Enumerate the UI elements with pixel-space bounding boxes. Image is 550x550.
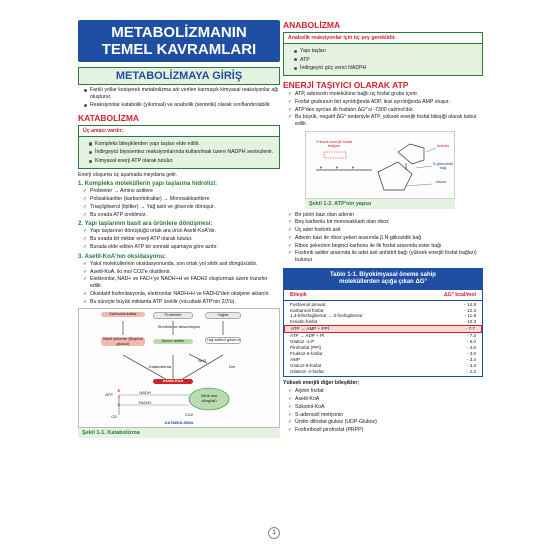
stage-2-heading: 2. Yapı taşlarının basit ara ürünlere dönüşmesi: (78, 221, 213, 228)
katabolizma-figure (78, 308, 280, 428)
compound-name: Fosfoenol piruvat (290, 301, 326, 307)
digestion-label: Sindirim ve absorbsiyon (157, 324, 201, 330)
atp-fact: ✓ Bu büyük, negatif ΔG° nedeniyle ATP, yüksek enerjili fosfat bileşiği olarak kabul edilir. (283, 114, 483, 127)
phosphate-symbol: P (351, 164, 355, 170)
atp-label: ATP (105, 392, 113, 398)
compound-name: ATP → AMP + PPİ (291, 326, 329, 332)
left-column (78, 20, 280, 438)
table-row (284, 369, 482, 375)
atp-structure-figure (305, 131, 455, 199)
atp-part: ✓ Bir pürin bazı olan adenin (283, 212, 483, 219)
proteins-box: Proteinler (153, 312, 193, 319)
fatty-acids-box: Yağ asitleri gliserol (206, 337, 240, 343)
nadh-label: NADH (139, 390, 151, 396)
stage-3-item: ✓ Elektronlar, NAD+ ve FAD+'ye NADH+H ve FADH2 oluşturmak üzere transfer edilir. (78, 276, 280, 289)
etc-letter: T (117, 395, 121, 401)
high-energy-heading: Yüksek enerjili diğer bileşikler; (283, 380, 360, 387)
compound-name: ATP → ADP + Pİ (290, 333, 325, 339)
delta-g-value: - 3.8 (466, 350, 476, 356)
katabolizma-aim: Kompleks bileşiklerden yapı taşları elde edilir. (83, 141, 275, 148)
citric-acid-cycle-label: Sitrik asit döngüsü (200, 393, 218, 403)
compound-name: Glukoz -1-P (290, 339, 315, 345)
compound-name: 1,3-bifosfogliserat → 3-fosfogliserat (290, 313, 363, 319)
o2-label: O2 (111, 414, 117, 420)
amino-acids-box: Amino asitler (153, 339, 193, 344)
col-compound: Bileşik (290, 291, 307, 298)
katabolizma-box (78, 125, 280, 169)
ribose-label: ribose (435, 178, 447, 184)
atp-part: ✓ Beş karbonlu bir monosakkarit olan riboz (283, 219, 483, 226)
stage-2-item: ✓ Bu sırada bir miktar enerji ATP olarak tutulur. (78, 236, 280, 243)
co2-label: CO2 (184, 412, 194, 418)
delta-g-value: - 3.3 (466, 362, 476, 368)
table-row (284, 325, 482, 333)
delta-g-value: - 7.7 (465, 326, 475, 332)
delta-g-value: - 3.4 (466, 356, 476, 362)
stages-intro: Enerji oluşumu üç aşamada meydana gelir. (78, 171, 178, 178)
katabolizma-aim: Kimyasal enerji ATP olarak tutulur. (83, 158, 275, 165)
figure-1-caption: Şekil 1-1. Katabolizma (78, 428, 280, 438)
stage-1-item: ✓ Polisakkaritler (karbonhidratlar) → Monosakkaritlere (78, 196, 280, 203)
glycosidic-bond-label: N-glikozidik bağ (432, 160, 454, 170)
atp-heading: ENERJİ TAŞIYICI OLARAK ATP (283, 79, 409, 90)
fats-box: Yağlar (205, 312, 241, 319)
compound-name: Karbamoil fosfat (290, 307, 324, 313)
stage-3-item: ✓ Asetil-KoA, iki mol CO2'e oksitlenir. (78, 269, 280, 276)
figure-footer: KATABOLİZMA (164, 420, 194, 426)
stage-2-item: ✓ Yapı taşlarının dönüştüğü ortak ara ürün Asetil-KoA'dır. (78, 228, 280, 235)
phosphate-symbol: P (319, 164, 323, 170)
table-header (284, 290, 482, 301)
simple-sugars-box: Basit şekerler (Başlıca glukoz) (101, 337, 145, 346)
delta-g-value: - 5.0 (466, 339, 476, 345)
chapter-title: METABOLİZMANIN TEMEL KAVRAMLARI (78, 20, 280, 62)
atp-part: ✓ Üç adet fosforik asit (283, 227, 483, 234)
atp-fact: ✓ Fosfat grubunun biri ayrıldığında ADP, ikisi ayrıldığında AMP oluşur. (283, 99, 483, 106)
stage-3-item: ✓ Yakıt moleküllerinin oksidasyonunda, son ortak yol sitrik asit döngüsüdür. (78, 261, 280, 268)
anabolizma-box (283, 32, 483, 76)
stage-1-item: ✓ Proteinler → Amino asitlere (78, 188, 280, 195)
nh3-label: NH3 (197, 358, 206, 364)
stage-3-heading: 3. Asetil-KoA'nın oksidasyonu: (78, 253, 166, 260)
delta-g-value: - 11.8 (464, 313, 476, 319)
atp-part: ✓ Fosforik asitler arasında iki adet asit anhidrit bağı (yüksek enerjili fosfat bağları) bulunur (283, 250, 483, 263)
high-energy-item: ✓ Üridin difosfat glukoz (UDP-Glukoz) (283, 419, 483, 426)
fadh-label: FADH2 (138, 400, 152, 406)
delta-g-value: - 2.2 (466, 368, 476, 374)
right-column (283, 20, 483, 434)
col-delta-g: ΔG° kcal/mol (443, 291, 476, 298)
stage-1-item: ✓ Triaçilgliserol (lipitler) → Yağ asiti ve gliserole dönüşür. (78, 204, 280, 211)
delta-g-value: - 4.6 (466, 344, 476, 350)
delta-g-value: - 10.3 (464, 319, 476, 325)
anabolizma-heading: ANABOLİZMA (283, 20, 341, 30)
high-energy-item: ✓ Fosforibozil pirofosfat (PRPP) (283, 427, 483, 434)
acetyl-coa-box: Asetil-KoA (153, 379, 193, 384)
delta-g-value: - 7.3 (466, 333, 476, 339)
anabolizma-need: Yapı taşları (288, 48, 478, 55)
anabolizma-need: İndirgeyici güç verici NADPH (288, 65, 478, 72)
section-subtitle: METABOLİZMAYA GİRİŞ (78, 67, 280, 85)
anabolizma-box-header: Anabolik reaksiyonlar için üç şey gereklidir. (284, 33, 482, 44)
atp-fact: ✓ ATP'den ayrılan ilk fosfatın ΔG°'si -7300 cal/mol'dür. (283, 107, 483, 114)
katabolizma-aim: İndirgeyici biyosentez reaksiyonlarında kullanılmak üzere NADPH sentezlenir. (83, 149, 275, 156)
compound-name: AMP (290, 356, 300, 362)
stage-3-item: ✓ Bu süreçte büyük miktarda ATP üretilir (vücuttaki ATP'nin 2/3'ü). (78, 299, 280, 306)
intro-bullet: Farklı yollar kesişerek metabolizma adı verilen karmaşık kimyasal reaksiyonlar ağı oluşturur. (78, 87, 280, 100)
compound-name: Gliserol -3-fosfat (290, 368, 324, 374)
compound-name: Fruktoz-6-fosfat (290, 350, 323, 356)
compound-name: Glukoz-6-fosfat (290, 362, 322, 368)
katabolizma-heading: KATABOLİZMA (78, 112, 140, 123)
compound-name: Pirofosfat (PPİ) (290, 344, 322, 350)
etc-letter: C (117, 402, 121, 408)
intro-bullet: Reaksiyonlar katabolik (yıkımsal) ve anabolik (sentetik) olarak sınıflandırılabilir. (78, 102, 280, 109)
stage-2-item: ✓ Burada elde edilen ATP bir sonraki aşamaya göre azdır. (78, 244, 280, 251)
carbohydrates-box: Karbonhidratlar (101, 312, 145, 317)
adenine-label: Adenin (436, 142, 450, 148)
atp-part: ✓ Riboz şekerinin beşinci karbonu ile ilk fosfat arasında ester bağı (283, 243, 483, 250)
compound-name: Kreatin fosfat (290, 319, 318, 325)
table-body (284, 301, 482, 377)
figure-2-caption: Şekil 1-2. ATP'nin yapısı (305, 199, 455, 209)
stage-1-heading: 1. Kompleks moleküllerin yapı taşlarına hidrolizi: (78, 181, 218, 188)
delta-g-value: - 14.8 (464, 301, 476, 307)
high-energy-bonds-label: Yüksek enerjili fosfat bağları (315, 138, 353, 148)
stage-3-item: ✓ Oksidatif fosforilasyonla, elektronlar NADH+H ve FADH2'den oksijene aktarılır. (78, 291, 280, 298)
phosphate-symbol: P (335, 164, 339, 170)
atp-part: ✓ Adenin bazı ile riboz şekeri arasında β N-glikozidik bağ (283, 235, 483, 242)
high-energy-item: ✓ Süksinil-KoA (283, 404, 483, 411)
delta-g-value: - 12.3 (464, 307, 476, 313)
etc-letter: E (117, 388, 121, 394)
katabolizma-label: Katabolizma (148, 364, 171, 370)
high-energy-item: ✓ S-adenozil metiyonin (283, 412, 483, 419)
page-number: 1 (268, 527, 280, 539)
stage-1-item: ✓ Bu sırada ATP üretilmez. (78, 212, 280, 219)
urea-label: Üre (228, 364, 236, 370)
anabolizma-need: ATP (288, 57, 478, 64)
high-energy-item: ✓ Asetil-KoA (283, 396, 483, 403)
delta-g-table (283, 268, 483, 378)
katabolizma-box-header: Üç amacı vardır: (79, 126, 279, 137)
high-energy-item: ✓ Arjinin fosfat (283, 388, 483, 395)
table-title: Tablo 1-1. Biyokimyasal öneme sahip moleküllerden açığa çıkan ΔG° (284, 269, 482, 290)
atp-fact: ✓ ATP, adenozin molekülüne bağlı üç fosfat grubu içerir. (283, 91, 483, 98)
